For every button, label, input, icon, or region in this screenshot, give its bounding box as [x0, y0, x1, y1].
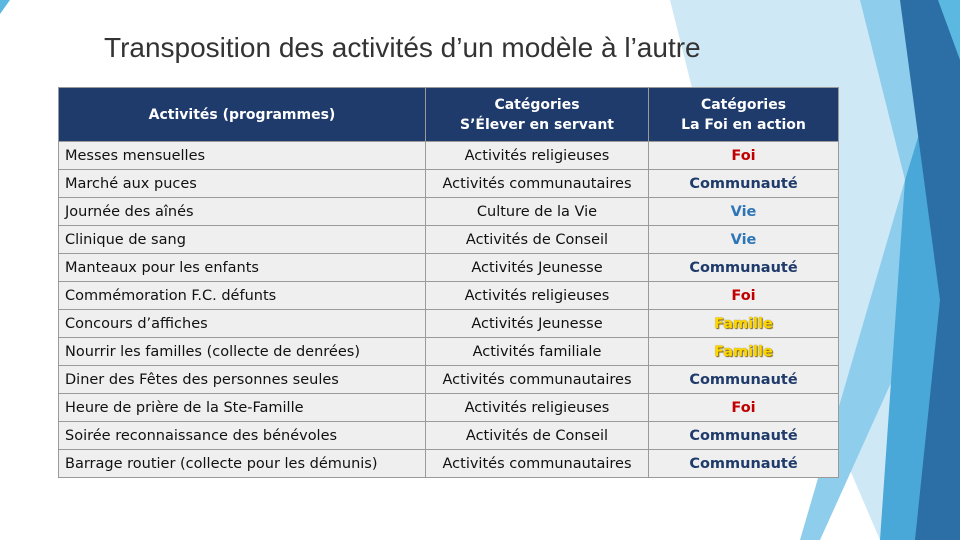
activity-cell: Clinique de sang [59, 226, 426, 254]
table-row [59, 282, 839, 310]
table-row [59, 310, 839, 338]
header-categories-selever [426, 88, 649, 142]
table-header-row [59, 88, 839, 142]
table-row [59, 170, 839, 198]
header-line: La Foi en action [681, 116, 806, 133]
table-row [59, 338, 839, 366]
category-selever-cell: Activités de Conseil [426, 422, 649, 450]
deco-left-triangle [0, 0, 10, 14]
category-foi-cell: Famille [649, 310, 839, 338]
header-line: Catégories [494, 96, 580, 113]
activity-cell: Manteaux pour les enfants [59, 254, 426, 282]
slide-title: Transposition des activités d’un modèle à l’autre [104, 32, 701, 63]
table-row [59, 254, 839, 282]
category-foi-cell: Vie [649, 198, 839, 226]
header-categories-foi-en-action [649, 88, 839, 142]
table-row [59, 394, 839, 422]
activity-cell: Marché aux puces [59, 170, 426, 198]
activity-cell: Messes mensuelles [59, 142, 426, 170]
header-activities: Activités (programmes) [59, 88, 426, 142]
table-row [59, 142, 839, 170]
category-foi-cell: Communauté [649, 254, 839, 282]
category-selever-cell: Activités communautaires [426, 450, 649, 478]
category-foi-cell: Communauté [649, 170, 839, 198]
category-selever-cell: Culture de la Vie [426, 198, 649, 226]
activity-cell: Diner des Fêtes des personnes seules [59, 366, 426, 394]
table-row [59, 450, 839, 478]
category-foi-cell: Communauté [649, 366, 839, 394]
category-foi-cell: Foi [649, 142, 839, 170]
category-foi-cell: Foi [649, 282, 839, 310]
table-row [59, 366, 839, 394]
activity-cell: Soirée reconnaissance des bénévoles [59, 422, 426, 450]
table-row [59, 226, 839, 254]
category-foi-cell: Famille [649, 338, 839, 366]
table-row [59, 422, 839, 450]
category-selever-cell: Activités communautaires [426, 170, 649, 198]
category-foi-cell: Vie [649, 226, 839, 254]
category-foi-cell: Communauté [649, 450, 839, 478]
activities-table [58, 87, 839, 478]
category-selever-cell: Activités religieuses [426, 142, 649, 170]
activity-cell: Concours d’affiches [59, 310, 426, 338]
category-selever-cell: Activités religieuses [426, 394, 649, 422]
activity-cell: Heure de prière de la Ste-Famille [59, 394, 426, 422]
activity-cell: Barrage routier (collecte pour les démunis) [59, 450, 426, 478]
table-row [59, 198, 839, 226]
category-foi-cell: Communauté [649, 422, 839, 450]
activity-cell: Nourrir les familles (collecte de denrées) [59, 338, 426, 366]
category-selever-cell: Activités religieuses [426, 282, 649, 310]
category-foi-cell: Foi [649, 394, 839, 422]
category-selever-cell: Activités de Conseil [426, 226, 649, 254]
category-selever-cell: Activités communautaires [426, 366, 649, 394]
header-line: Catégories [700, 96, 787, 113]
activity-cell: Commémoration F.C. défunts [59, 282, 426, 310]
header-line: S’Élever en servant [460, 116, 614, 133]
category-selever-cell: Activités familiale [426, 338, 649, 366]
activity-cell: Journée des aînés [59, 198, 426, 226]
category-selever-cell: Activités Jeunesse [426, 254, 649, 282]
category-selever-cell: Activités Jeunesse [426, 310, 649, 338]
